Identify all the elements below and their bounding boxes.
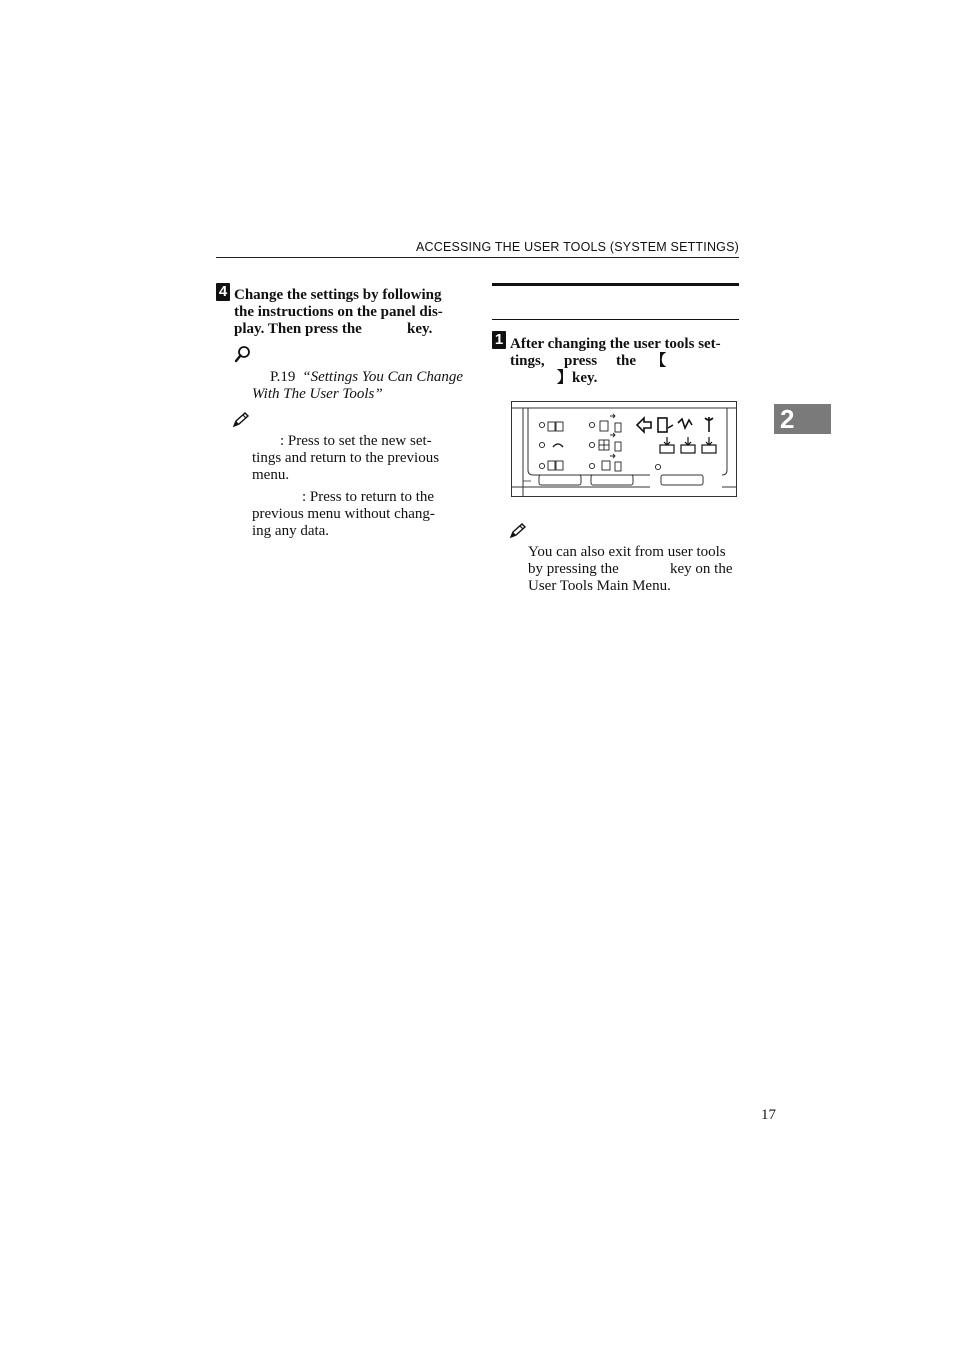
step-1-word-2: press <box>564 353 598 369</box>
page-number: 17 <box>761 1107 776 1123</box>
step-4-line-3: play. Then press the <box>234 321 362 337</box>
header-rule <box>216 257 739 258</box>
note-2-line-1: You can also exit from user tools <box>528 544 726 560</box>
running-header: ACCESSING THE USER TOOLS (SYSTEM SETTINGS) <box>415 240 739 254</box>
section-heading-rule-top <box>492 283 739 286</box>
control-panel-illustration <box>511 401 738 503</box>
step-1-line-3: 】key. <box>557 370 598 386</box>
step-4-line-2: the instructions on the panel dis- <box>234 304 443 320</box>
step-1-open-bracket: 【 <box>651 353 667 369</box>
pencil-note-icon <box>232 412 250 428</box>
note-1-item-1-line-2: tings and return to the previous <box>252 450 440 466</box>
step-number-4: 4 <box>216 283 230 301</box>
step-1-word-1: tings, <box>510 353 545 369</box>
reference-title-line-2: With The User Tools” <box>252 386 383 402</box>
step-number-1: 1 <box>492 331 506 349</box>
reference-title-line-1: “Settings You Can Change <box>302 369 463 385</box>
step-4-line-1: Change the settings by following <box>234 287 442 303</box>
chapter-tab: 2 <box>774 404 831 434</box>
step-1-line-1: After changing the user tools set- <box>510 336 721 352</box>
note-1-item-2-line-2: previous menu without chang- <box>252 506 435 522</box>
note-1-item-1-line-1: : Press to set the new set- <box>280 433 432 449</box>
note-2-line-2: by pressing the <box>528 561 619 577</box>
note-2-line-3: User Tools Main Menu. <box>528 578 671 594</box>
step-1-word-3: the <box>616 353 636 369</box>
note-1-item-2-line-1: : Press to return to the <box>302 489 435 505</box>
note-2-line-2-end: key on the <box>670 561 733 577</box>
reference-page: P.19 <box>270 369 296 385</box>
section-heading-rule-bottom <box>492 319 739 320</box>
magnifier-icon <box>234 345 252 363</box>
note-1-item-1-line-3: menu. <box>252 467 290 483</box>
step-4-line-3-end: key. <box>407 321 433 337</box>
pencil-note-icon <box>509 523 527 539</box>
note-1-item-2-line-3: ing any data. <box>252 523 330 539</box>
